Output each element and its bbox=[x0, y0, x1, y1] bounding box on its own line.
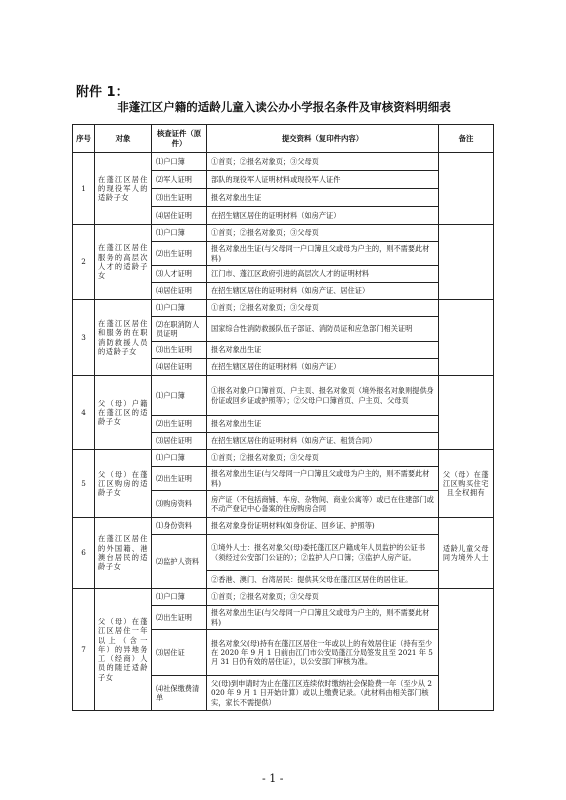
object-cell: 在蓬江区居住的现役军人的适龄子女 bbox=[95, 153, 152, 225]
table-row bbox=[73, 376, 494, 416]
cert-cell: ⑶出生证明 bbox=[152, 189, 207, 207]
cert-cell: ⑵出生证明 bbox=[152, 242, 207, 266]
header-object: 对象 bbox=[95, 125, 152, 153]
material-cell: ①首页；②报名对象页；③父母页 bbox=[207, 300, 439, 317]
cert-cell: ⑵监护人资料 bbox=[152, 535, 207, 589]
header-cert: 核查证件（原件） bbox=[152, 125, 207, 153]
seq-cell: 3 bbox=[73, 300, 95, 376]
object-cell: 在蓬江区居住服务的高层次人才的适龄子女 bbox=[95, 225, 152, 300]
table-row bbox=[73, 518, 494, 535]
material-cell: 报名对象出生证 bbox=[207, 416, 439, 433]
header-materials: 提交资料（复印件内容） bbox=[207, 125, 439, 153]
object-cell: 父（母）在蓬江区购房的适龄子女 bbox=[95, 450, 152, 518]
cert-cell: ⑶出生证明 bbox=[152, 342, 207, 359]
material-cell: 报名对象出生证(与父母同一户口簿且父或母为户主的，则不需要此材料) bbox=[207, 242, 439, 266]
object-cell: 父（母）在蓬江区居住一年以上（含一年）的异地务工（经商）人员的随迁适龄子女 bbox=[95, 589, 152, 711]
seq-cell: 6 bbox=[73, 518, 95, 589]
material-cell: 报名对象出生证(与父母同一户口簿且父或母为户主的，则不需要此材料) bbox=[207, 467, 439, 491]
material-cell: 父(母)到申请时为止在蓬江区连续依时缴纳社会保险费一年（至少从 2020 年 9 月 1 日开始计算）或以上缴费记录。（此材料由相关部门核实，家长不需提供） bbox=[207, 676, 439, 711]
material-cell: 报名对象出生证(与父母同一户口簿且父或母为户主的，则不需要此材料) bbox=[207, 606, 439, 630]
note-cell bbox=[439, 153, 494, 225]
cert-cell: ⑷居住证明 bbox=[152, 207, 207, 225]
cert-cell: ⑶人才证明 bbox=[152, 266, 207, 283]
table-row bbox=[73, 300, 494, 317]
table-row bbox=[73, 225, 494, 242]
cert-cell: ⑶居住证 bbox=[152, 630, 207, 676]
table-row bbox=[73, 589, 494, 606]
note-cell: 适龄儿童父母同为境外人士 bbox=[439, 518, 494, 589]
material-cell: 报名对象父(母)持有在蓬江区居住一年或以上的有效居住证（持有至少在 2020 年 9 月 1 日前由江门市公安局蓬江分局签发且至 2021 年 5 月 31 日仍有效的居住证），以公安部门审核为准。 bbox=[207, 630, 439, 676]
material-cell: ①首页；②报名对象页；③父母页 bbox=[207, 225, 439, 242]
material-cell: 在招生辖区居住的证明材料（如房产证） bbox=[207, 207, 439, 225]
cert-cell: ⑴户口簿 bbox=[152, 450, 207, 467]
note-cell bbox=[439, 376, 494, 450]
header-note: 备注 bbox=[439, 125, 494, 153]
cert-cell: ⑴户口簿 bbox=[152, 300, 207, 317]
material-cell: ②香港、澳门、台湾居民：提供其父母在蓬江区居住的居住证。 bbox=[207, 571, 439, 589]
object-cell: 在蓬江区居住和服务的在职消防救援人员的适龄子女 bbox=[95, 300, 152, 376]
cert-cell: ⑵出生证明 bbox=[152, 416, 207, 433]
material-cell: ①报名对象户口簿首页、户主页、报名对象页（境外报名对象则提供身份证或回乡证或护照等）；②父母户口簿首页、户主页、父母页 bbox=[207, 376, 439, 416]
cert-cell: ⑴身份资料 bbox=[152, 518, 207, 535]
material-cell: 江门市、蓬江区政府引进的高层次人才的证明材料 bbox=[207, 266, 439, 283]
material-cell: 在招生辖区居住的证明材料（如房产证） bbox=[207, 359, 439, 376]
cert-cell: ⑴户口簿 bbox=[152, 153, 207, 171]
cert-cell: ⑷居住证明 bbox=[152, 283, 207, 300]
material-cell: ①首页；②报名对象页；③父母页 bbox=[207, 589, 439, 606]
cert-cell: ⑵军人证明 bbox=[152, 171, 207, 189]
seq-cell: 1 bbox=[73, 153, 95, 225]
object-cell: 父（母）户籍在蓬江区的适龄子女 bbox=[95, 376, 152, 450]
material-cell: ①首页；②报名对象页；③父母页 bbox=[207, 450, 439, 467]
cert-cell: ⑵出生证明 bbox=[152, 606, 207, 630]
material-cell: 房产证（不包括商铺、车房、杂物间、商业公寓等）或已在住建部门或不动产登记中心备案的住房购房合同 bbox=[207, 491, 439, 518]
cert-cell: ⑶购房资料 bbox=[152, 491, 207, 518]
cert-cell: ⑴户口簿 bbox=[152, 376, 207, 416]
seq-cell: 7 bbox=[73, 589, 95, 711]
material-cell: ①境外人士：报名对象父(母)委托蓬江区户籍成年人员监护的公证书（须经过公安部门公证的）；②监护人户口簿；③监护人房产证。 bbox=[207, 535, 439, 571]
cert-cell: ⑴户口簿 bbox=[152, 225, 207, 242]
table-row bbox=[73, 450, 494, 467]
material-cell: 报名对象出生证 bbox=[207, 189, 439, 207]
material-cell: 国家综合性消防救援队伍子部证、消防员证和应急部门相关证明 bbox=[207, 317, 439, 342]
note-cell bbox=[439, 225, 494, 300]
table-row bbox=[73, 153, 494, 171]
cert-cell: ⑵出生证明 bbox=[152, 467, 207, 491]
note-cell bbox=[439, 589, 494, 711]
attachment-label: 附件 1： bbox=[76, 85, 129, 100]
table-header-row bbox=[73, 125, 494, 153]
seq-cell: 2 bbox=[73, 225, 95, 300]
requirements-table bbox=[72, 124, 494, 711]
note-cell: 父（母）在蓬江区购买住宅且全权拥有 bbox=[439, 450, 494, 518]
cert-cell: ⑷社保缴费清单 bbox=[152, 676, 207, 711]
material-cell: 部队的现役军人证明材料或现役军人证件 bbox=[207, 171, 439, 189]
cert-cell: ⑷居住证明 bbox=[152, 359, 207, 376]
header-seq: 序号 bbox=[73, 125, 95, 153]
cert-cell: ⑶居住证明 bbox=[152, 433, 207, 450]
material-cell: 在招生辖区居住的证明材料（如房产证、居住证） bbox=[207, 283, 439, 300]
document-title: 非蓬江区户籍的适龄儿童入读公办小学报名条件及审核资料明细表 bbox=[117, 100, 451, 114]
seq-cell: 5 bbox=[73, 450, 95, 518]
note-cell bbox=[439, 300, 494, 376]
object-cell: 在蓬江区居住的外国籍、港澳台居民的适龄子女 bbox=[95, 518, 152, 589]
cert-cell: ⑴户口簿 bbox=[152, 589, 207, 606]
material-cell: 在招生辖区居住的证明材料（如房产证、租赁合同） bbox=[207, 433, 439, 450]
material-cell: ①首页；②报名对象页；③父母页 bbox=[207, 153, 439, 171]
material-cell: 报名对象身份证明材料(如身份证、回乡证、护照等) bbox=[207, 518, 439, 535]
seq-cell: 4 bbox=[73, 376, 95, 450]
material-cell: 报名对象出生证 bbox=[207, 342, 439, 359]
cert-cell: ⑵在职消防人员证明 bbox=[152, 317, 207, 342]
page-number: - 1 - bbox=[262, 772, 284, 785]
